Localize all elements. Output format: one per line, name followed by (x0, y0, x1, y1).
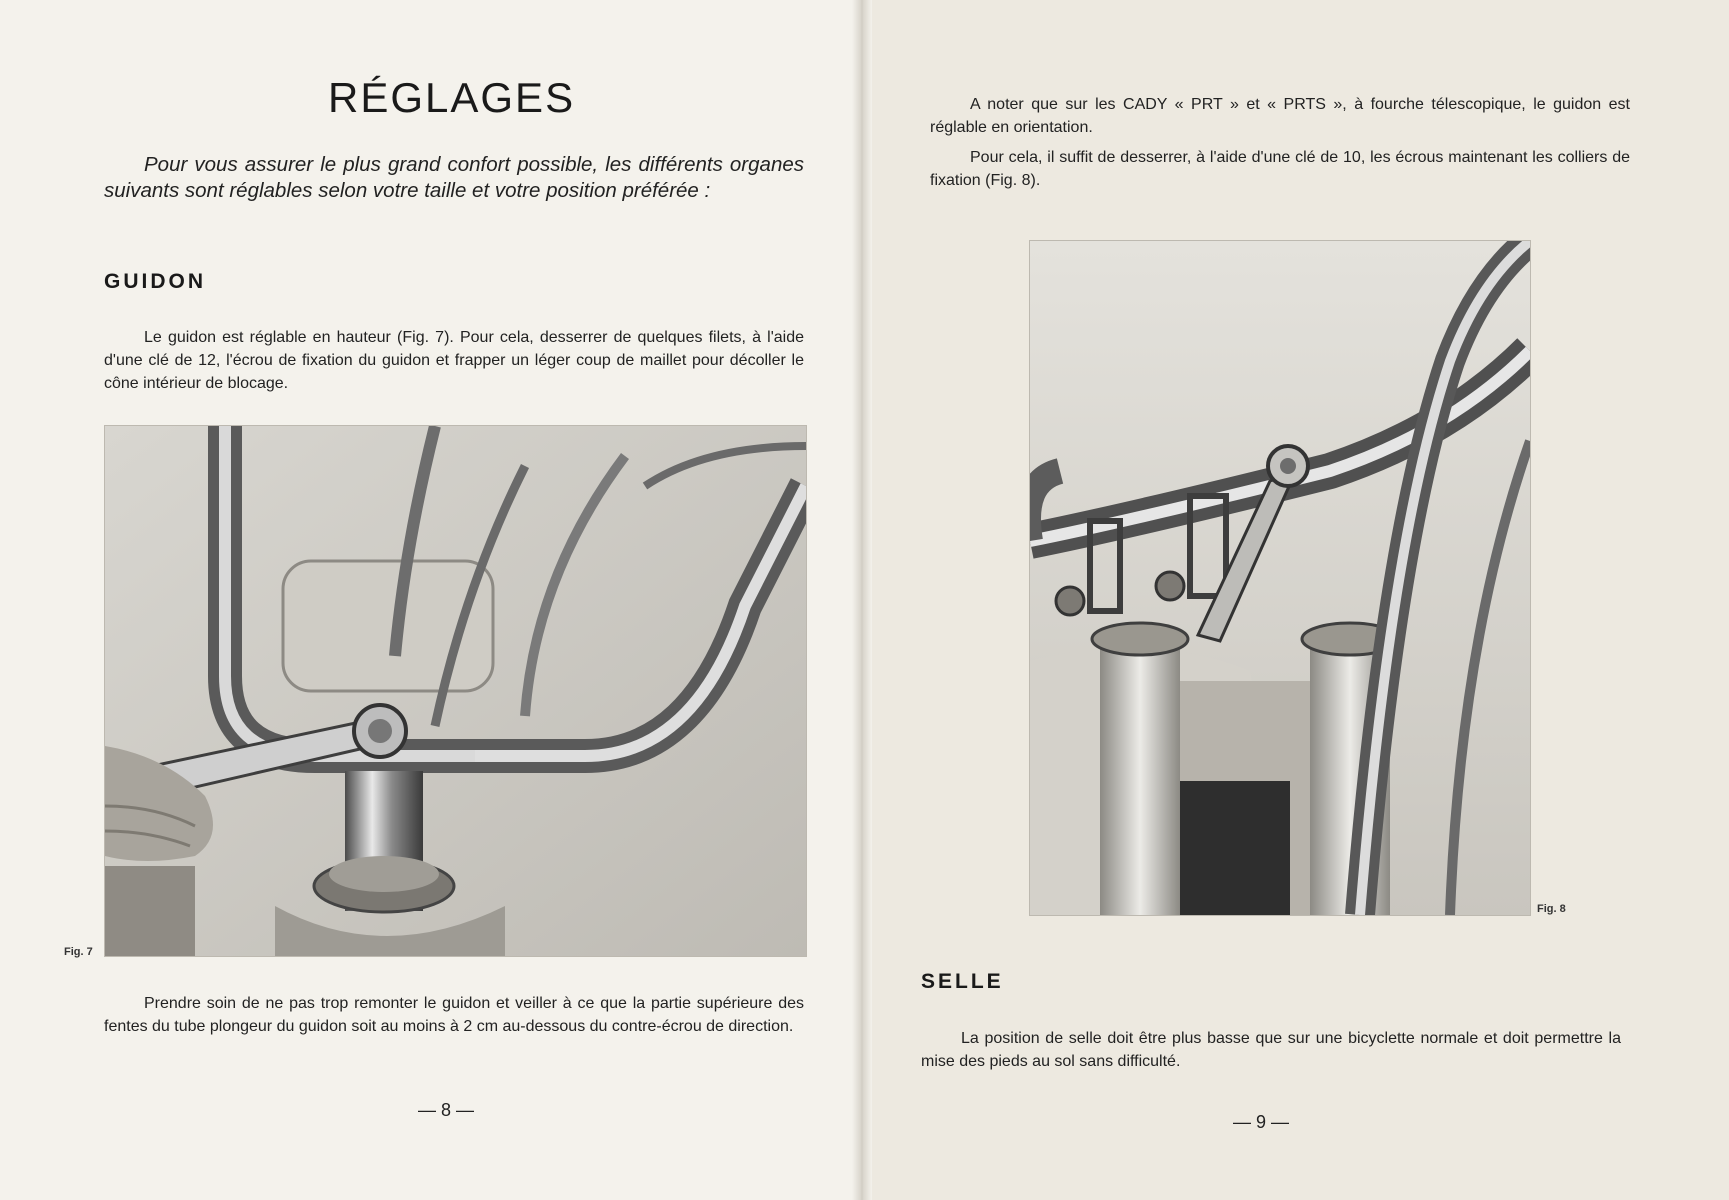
care-paragraph: Prendre soin de ne pas trop remonter le guidon et veiller à ce que la partie supérieure des fentes du tube plongeur du guidon soit au moins à 2 cm au-dessous du contre-écrou de direction. (104, 995, 804, 1035)
page-number-8: — 8 — (418, 1100, 475, 1120)
figure-8-label: Fig. 8 (1537, 903, 1566, 915)
page-number-9: — 9 — (1233, 1112, 1290, 1132)
selle-paragraph: La position de selle doit être plus basse que sur une bicyclette normale et doit permettre la mise des pieds au sol sans difficulté. (921, 1030, 1621, 1070)
page-8 (0, 0, 858, 1200)
intro-paragraph: Pour vous assurer le plus grand confort possible, les différents organes suivants sont réglables selon votre taille et votre position préférée : (104, 153, 804, 202)
guidon-heading: GUIDON (104, 270, 206, 293)
guidon-paragraph: Le guidon est réglable en hauteur (Fig. 7). Pour cela, desserrer de quelques filets, à l'aide d'une clé de 12, l'écrou de fixation du guidon et frapper un léger coup de maillet pour décoller le cône intérieur de blocage. (104, 329, 804, 392)
figure-7-photo (105, 426, 806, 956)
figure-8-photo (1030, 241, 1530, 915)
selle-heading: SELLE (921, 970, 1004, 993)
note-paragraph: A noter que sur les CADY « PRT » et « PRTS », à fourche télescopique, le guidon est réglable en orientation. (930, 96, 1630, 136)
page-title: RÉGLAGES (328, 74, 576, 121)
method-paragraph: Pour cela, il suffit de desserrer, à l'aide d'une clé de 10, les écrous maintenant les colliers de fixation (Fig. 8). (930, 149, 1630, 189)
figure-7-label: Fig. 7 (64, 946, 93, 958)
